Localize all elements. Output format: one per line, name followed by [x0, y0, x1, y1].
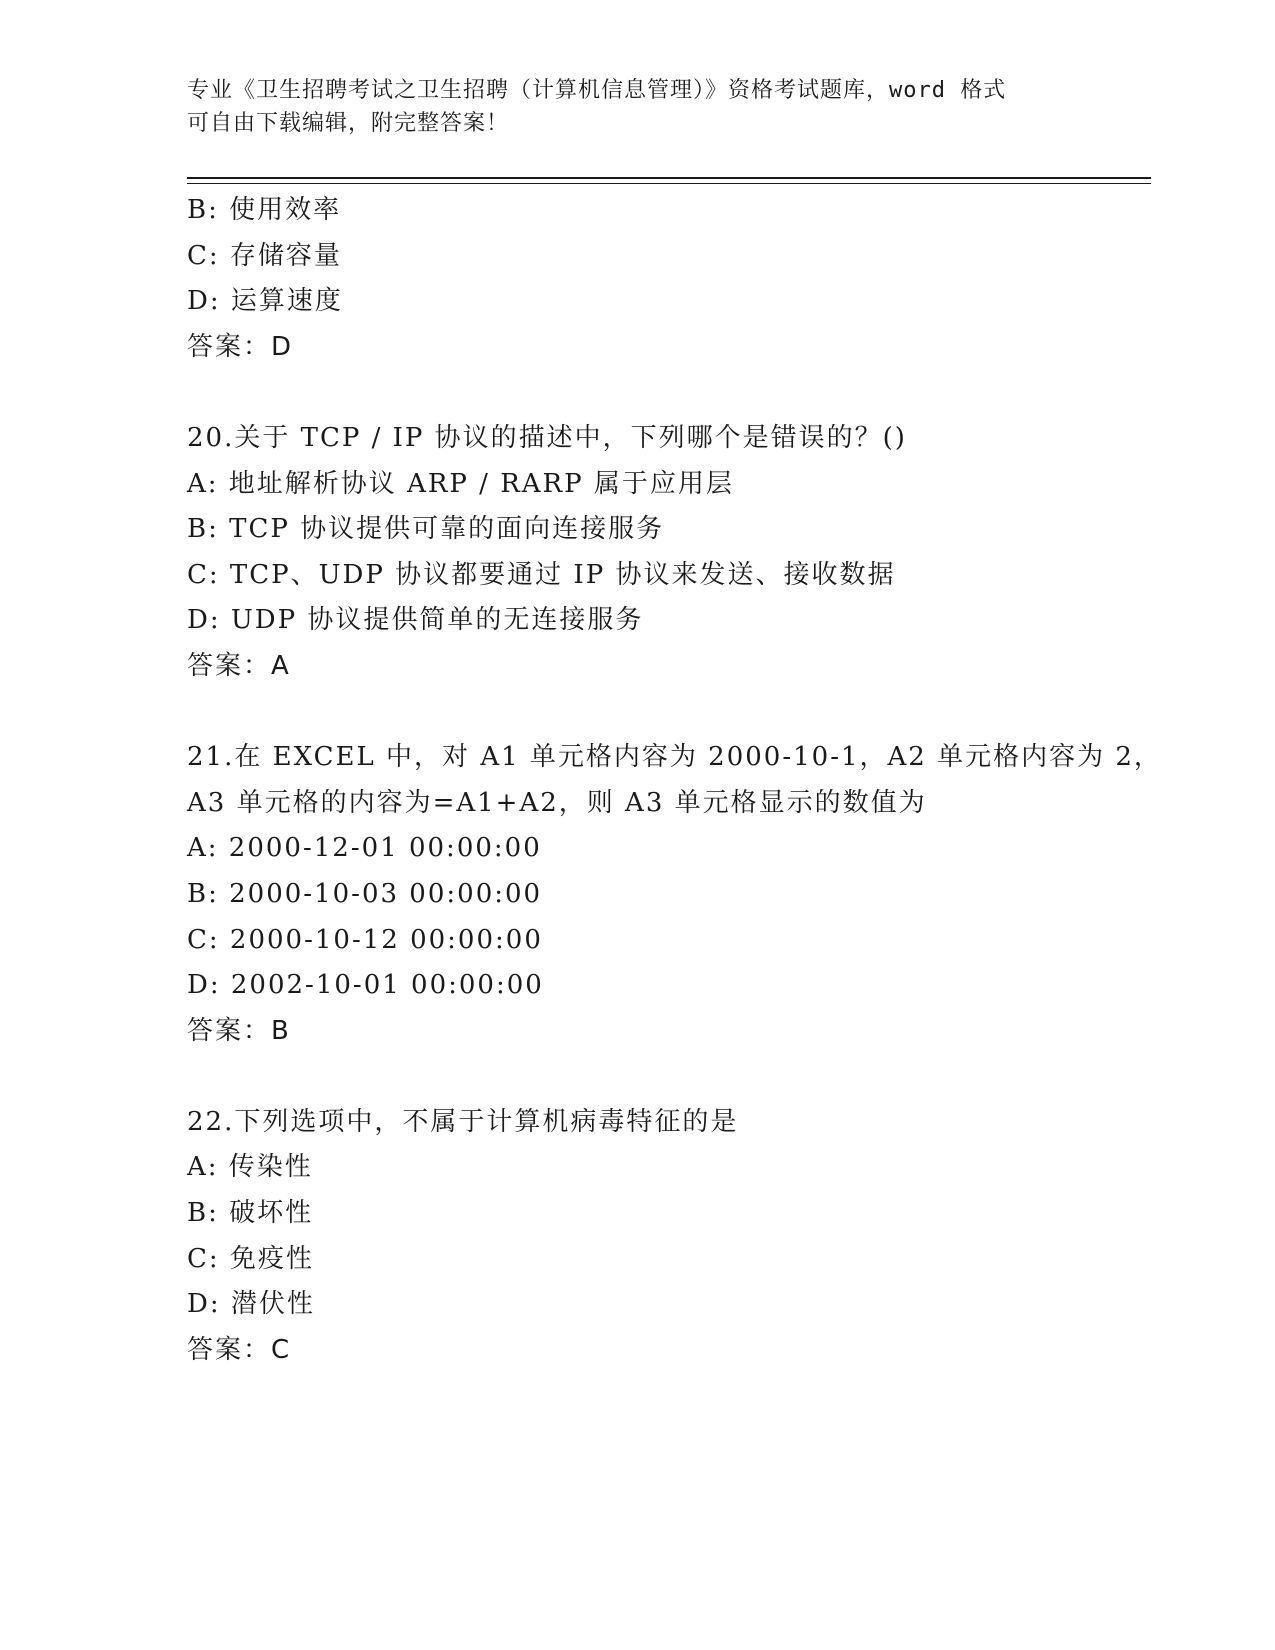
header-line-1: 专业《卫生招聘考试之卫生招聘（计算机信息管理）》资格考试题库，word 格式	[187, 78, 1007, 103]
answer-label: 答案：C	[187, 1334, 292, 1365]
answer-label: 答案：D	[187, 331, 294, 362]
question-block-20	[187, 416, 1147, 690]
option-c: C: 存储容量	[187, 240, 342, 271]
question-stem-continued: A3 单元格的内容为=A1+A2，则 A3 单元格显示的数值为	[187, 787, 927, 818]
spacer	[187, 370, 1147, 416]
option-a: A: 传染性	[187, 1152, 313, 1183]
answer-label: 答案：B	[187, 1015, 291, 1046]
option-c: C: 2000-10-12 00:00:00	[187, 924, 543, 955]
option-b: B: 使用效率	[187, 195, 342, 225]
question-block-21	[187, 735, 1162, 1054]
option-a: A: 2000-12-01 00:00:00	[187, 833, 542, 864]
question-stem: 21.在 EXCEL 中，对 A1 单元格内容为 2000-10-1，A2 单元格内容为 2，	[187, 742, 1162, 773]
option-d: D: 2002-10-01 00:00:00	[187, 970, 544, 1001]
option-d: D: 潜伏性	[187, 1289, 315, 1320]
spacer	[187, 1054, 1147, 1100]
header-divider-thick	[187, 177, 1151, 179]
question-stem: 22.下列选项中，不属于计算机病毒特征的是	[187, 1106, 739, 1137]
question-list	[187, 188, 1162, 1373]
option-d: D: 运算速度	[187, 286, 343, 317]
question-block-22	[187, 1100, 1147, 1374]
header-line-2: 可自由下载编辑，附完整答案！	[187, 111, 510, 136]
option-b: B: 破坏性	[187, 1198, 314, 1229]
header-divider-thin	[187, 183, 1151, 184]
option-a: A: 地址解析协议 ARP / RARP 属于应用层	[187, 468, 734, 499]
question-block-prev	[187, 188, 1147, 370]
option-c: C: 免疫性	[187, 1243, 314, 1274]
question-stem: 20.关于 TCP / IP 协议的描述中，下列哪个是错误的？()	[187, 422, 907, 453]
option-b: B: TCP 协议提供可靠的面向连接服务	[187, 514, 665, 545]
answer-label: 答案：A	[187, 650, 291, 681]
option-b: B: 2000-10-03 00:00:00	[187, 878, 543, 909]
option-d: D: UDP 协议提供简单的无连接服务	[187, 605, 644, 636]
option-c: C: TCP、UDP 协议都要通过 IP 协议来发送、接收数据	[187, 559, 896, 590]
document-header	[187, 74, 1087, 140]
spacer	[187, 690, 1147, 736]
